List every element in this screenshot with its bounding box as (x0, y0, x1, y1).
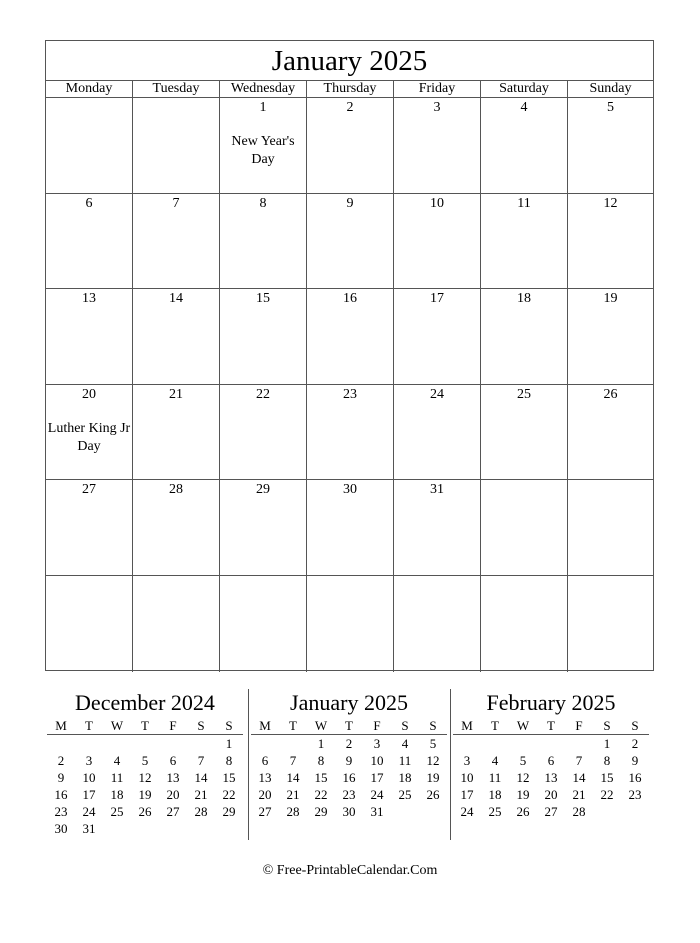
mini-calendar-divider (450, 689, 451, 840)
mini-day: 8 (225, 753, 233, 768)
mini-week-row (47, 752, 243, 769)
day-number (481, 577, 567, 595)
weekday-thursday: Thursday (307, 81, 394, 97)
mini-day: 15 (222, 770, 236, 785)
mini-day: 14 (194, 770, 208, 785)
day-cell (133, 98, 220, 193)
mini-week-row (47, 786, 243, 803)
mini-day (187, 820, 215, 837)
mini-day (251, 820, 279, 837)
mini-day: 25 (398, 787, 412, 802)
day-cell (307, 480, 394, 575)
day-cell (220, 576, 307, 672)
mini-week-row (453, 820, 649, 837)
mini-weekday: T (75, 717, 103, 735)
mini-weekday: M (453, 717, 481, 735)
day-cell (394, 98, 481, 193)
mini-day: 7 (289, 753, 297, 768)
mini-day: 22 (600, 787, 614, 802)
mini-day (453, 820, 481, 837)
day-number: 22 (256, 386, 270, 402)
day-cell (481, 576, 568, 672)
mini-calendar-previous (47, 689, 243, 837)
mini-weekday: S (593, 717, 621, 735)
mini-day: 13 (258, 770, 272, 785)
mini-day: 16 (628, 770, 642, 785)
day-number: 9 (346, 195, 354, 211)
mini-day: 24 (460, 804, 474, 819)
day-number: 3 (433, 100, 441, 115)
day-number: 27 (82, 482, 96, 498)
mini-weekday-row (453, 717, 649, 735)
mini-weekday: S (419, 717, 447, 735)
mini-calendar-title: February 2025 (486, 690, 616, 715)
day-number: 15 (256, 291, 270, 307)
day-number: 29 (256, 482, 270, 498)
week-row (46, 480, 653, 576)
mini-day: 18 (488, 787, 502, 802)
day-number: 23 (343, 386, 357, 402)
mini-day: 30 (54, 821, 68, 836)
mini-day: 27 (166, 804, 180, 819)
mini-day: 4 (113, 753, 121, 768)
mini-weekday: T (481, 717, 509, 735)
mini-day (335, 820, 363, 837)
day-cell (394, 194, 481, 289)
mini-weekday: W (509, 717, 537, 735)
mini-day (363, 820, 391, 837)
mini-day: 14 (286, 770, 300, 785)
mini-day: 26 (426, 787, 440, 802)
mini-day: 15 (314, 770, 328, 785)
day-number (133, 99, 219, 117)
day-cell (568, 480, 653, 575)
mini-day (159, 820, 187, 837)
day-number: 24 (430, 386, 444, 402)
mini-day: 2 (57, 753, 65, 768)
mini-day: 20 (166, 787, 180, 802)
mini-day: 17 (82, 787, 96, 802)
day-number (46, 99, 132, 117)
mini-day (131, 820, 159, 837)
mini-day (279, 735, 307, 753)
mini-day: 10 (82, 770, 96, 785)
day-cell (307, 289, 394, 384)
mini-day: 12 (138, 770, 152, 785)
day-cell (133, 194, 220, 289)
mini-day: 27 (544, 804, 558, 819)
mini-week-row (251, 735, 447, 753)
day-cell (307, 194, 394, 289)
mini-day: 12 (426, 753, 440, 768)
week-row (46, 576, 653, 672)
mini-weekday: M (251, 717, 279, 735)
mini-day (187, 735, 215, 753)
day-cell (220, 385, 307, 480)
mini-weekday: S (187, 717, 215, 735)
mini-day: 2 (631, 736, 639, 751)
mini-day: 24 (82, 804, 96, 819)
mini-day: 21 (286, 787, 300, 802)
mini-calendar-table (47, 717, 243, 837)
day-cell (394, 480, 481, 575)
day-cell (307, 98, 394, 193)
day-cell (394, 289, 481, 384)
day-number (568, 577, 653, 595)
day-number: 5 (607, 100, 614, 115)
mini-day: 20 (544, 787, 558, 802)
week-row (46, 289, 653, 385)
mini-day: 2 (345, 736, 353, 751)
day-cell (568, 385, 653, 480)
mini-day: 16 (342, 770, 356, 785)
mini-day (537, 735, 565, 753)
mini-weekday: F (363, 717, 391, 735)
day-cell (568, 98, 653, 193)
mini-day: 10 (460, 770, 474, 785)
day-number: 31 (430, 482, 444, 498)
day-cell (46, 576, 133, 672)
mini-day: 31 (370, 804, 384, 819)
weekday-tuesday: Tuesday (133, 81, 220, 97)
mini-day: 1 (225, 736, 233, 751)
mini-weekday: S (621, 717, 649, 735)
calendar-title: January 2025 (46, 41, 653, 81)
mini-day: 6 (261, 753, 269, 768)
mini-day: 25 (110, 804, 124, 819)
day-cell (133, 289, 220, 384)
mini-day: 26 (516, 804, 530, 819)
mini-day: 14 (572, 770, 586, 785)
mini-day (593, 803, 621, 820)
day-number (133, 577, 219, 595)
mini-weekday: S (391, 717, 419, 735)
mini-day: 28 (194, 804, 208, 819)
day-cell (481, 480, 568, 575)
mini-day: 28 (572, 804, 586, 819)
mini-day: 16 (54, 787, 68, 802)
mini-week-row (453, 803, 649, 820)
holiday-label: New Year's Day (231, 134, 295, 167)
mini-day: 29 (314, 804, 328, 819)
day-cell (46, 289, 133, 384)
day-cell (46, 98, 133, 193)
mini-day: 22 (222, 787, 236, 802)
mini-day: 9 (57, 770, 65, 785)
mini-day: 25 (488, 804, 502, 819)
mini-day: 12 (516, 770, 530, 785)
mini-day: 5 (429, 736, 437, 751)
day-cell (46, 480, 133, 575)
day-number: 13 (82, 291, 96, 307)
mini-day: 5 (519, 753, 527, 768)
mini-week-row (47, 769, 243, 786)
weekday-friday: Friday (394, 81, 481, 97)
mini-calendar-table (453, 717, 649, 837)
day-cell (133, 480, 220, 575)
mini-week-row (453, 769, 649, 786)
mini-day (215, 820, 243, 837)
mini-day (75, 735, 103, 753)
week-row (46, 98, 653, 194)
mini-day (419, 820, 447, 837)
mini-day: 19 (138, 787, 152, 802)
mini-day (509, 735, 537, 753)
day-cell (133, 576, 220, 672)
mini-day (251, 735, 279, 753)
day-number: 8 (259, 195, 267, 211)
mini-day: 23 (342, 787, 356, 802)
mini-day: 8 (317, 753, 325, 768)
footer-copyright: © Free-PrintableCalendar.Com (262, 863, 438, 878)
mini-day (131, 735, 159, 753)
mini-day: 17 (370, 770, 384, 785)
day-number: 1 (259, 100, 267, 115)
day-number (394, 577, 480, 595)
day-number (481, 481, 567, 499)
mini-week-row (251, 786, 447, 803)
mini-day: 20 (258, 787, 272, 802)
mini-day: 23 (54, 804, 68, 819)
mini-day: 6 (547, 753, 555, 768)
day-cell (220, 98, 307, 193)
main-calendar (45, 40, 654, 671)
day-cell (568, 289, 653, 384)
mini-day: 22 (314, 787, 328, 802)
day-cell (220, 289, 307, 384)
day-cell (307, 385, 394, 480)
weekday-saturday: Saturday (481, 81, 568, 97)
mini-day: 11 (488, 770, 502, 785)
day-number: 21 (169, 386, 183, 402)
day-cell (394, 576, 481, 672)
mini-day: 17 (460, 787, 474, 802)
day-cell (481, 289, 568, 384)
mini-day: 26 (138, 804, 152, 819)
mini-weekday: F (565, 717, 593, 735)
mini-week-row (453, 752, 649, 769)
day-number: 30 (343, 482, 357, 498)
mini-weekday: T (335, 717, 363, 735)
mini-day (481, 820, 509, 837)
mini-weekday-row (47, 717, 243, 735)
mini-day: 9 (631, 753, 639, 768)
mini-day: 29 (222, 804, 236, 819)
mini-day: 19 (516, 787, 530, 802)
mini-week-row (453, 735, 649, 753)
mini-day: 3 (373, 736, 381, 751)
day-number: 11 (517, 195, 531, 211)
day-cell (133, 385, 220, 480)
mini-day: 6 (169, 753, 177, 768)
mini-day: 18 (398, 770, 412, 785)
day-cell (220, 480, 307, 575)
day-number: 6 (85, 195, 93, 211)
week-row (46, 385, 653, 481)
mini-weekday-row (251, 717, 447, 735)
mini-day: 28 (286, 804, 300, 819)
mini-day: 15 (600, 770, 614, 785)
mini-week-row (251, 752, 447, 769)
mini-day: 8 (603, 753, 611, 768)
weekday-wednesday: Wednesday (220, 81, 307, 97)
mini-day: 21 (572, 787, 586, 802)
mini-week-row (251, 803, 447, 820)
mini-calendar-table (251, 717, 447, 837)
mini-day: 19 (426, 770, 440, 785)
day-cell (481, 98, 568, 193)
mini-day (593, 820, 621, 837)
mini-day (453, 735, 481, 753)
day-number (46, 577, 132, 595)
mini-calendar-title: December 2024 (75, 690, 215, 715)
mini-calendar-title: January 2025 (290, 690, 408, 715)
mini-week-row (47, 820, 243, 837)
mini-day: 7 (197, 753, 205, 768)
weekday-monday: Monday (46, 81, 133, 97)
mini-day: 5 (141, 753, 149, 768)
day-cell (46, 194, 133, 289)
day-number: 12 (603, 195, 618, 211)
mini-day: 3 (463, 753, 471, 768)
mini-weekday: T (131, 717, 159, 735)
mini-day (103, 820, 131, 837)
mini-day (47, 735, 75, 753)
mini-weekday: W (307, 717, 335, 735)
day-number: 2 (346, 100, 354, 115)
mini-day: 11 (398, 753, 412, 768)
week-row (46, 194, 653, 290)
day-number: 19 (603, 291, 618, 307)
mini-day (509, 820, 537, 837)
day-cell (568, 576, 653, 672)
weekday-sunday: Sunday (589, 81, 632, 96)
mini-weekday: T (279, 717, 307, 735)
day-number: 26 (603, 386, 618, 402)
day-number (220, 577, 306, 595)
mini-day (621, 803, 649, 820)
mini-day: 4 (491, 753, 499, 768)
mini-weekday: W (103, 717, 131, 735)
day-number (568, 481, 653, 499)
day-number: 20 (82, 386, 96, 402)
mini-day: 18 (110, 787, 124, 802)
mini-day: 13 (544, 770, 558, 785)
mini-day (159, 735, 187, 753)
mini-day (307, 820, 335, 837)
weekday-header-row (46, 81, 653, 98)
mini-calendar-current (251, 689, 447, 837)
mini-day (279, 820, 307, 837)
mini-day (537, 820, 565, 837)
mini-week-row (251, 769, 447, 786)
day-number: 14 (169, 291, 183, 307)
mini-day: 30 (342, 804, 356, 819)
day-cell (481, 194, 568, 289)
mini-day (621, 820, 649, 837)
mini-day: 9 (345, 753, 353, 768)
mini-weekday: T (537, 717, 565, 735)
mini-weekday: S (215, 717, 243, 735)
day-number: 10 (430, 195, 444, 211)
mini-day: 21 (194, 787, 208, 802)
day-cell (220, 194, 307, 289)
day-number: 25 (517, 386, 531, 402)
day-number: 28 (169, 482, 183, 498)
day-number (307, 577, 393, 595)
mini-weekday: M (47, 717, 75, 735)
mini-day: 10 (370, 753, 384, 768)
day-cell (394, 385, 481, 480)
day-number: 18 (517, 291, 531, 307)
mini-day: 31 (82, 821, 96, 836)
mini-day (565, 735, 593, 753)
mini-calendar-divider (248, 689, 249, 840)
day-cell (481, 385, 568, 480)
mini-calendar-next (453, 689, 649, 837)
mini-day: 1 (603, 736, 611, 751)
day-number: 17 (430, 291, 444, 307)
day-number: 4 (520, 100, 528, 115)
mini-day (103, 735, 131, 753)
mini-day: 1 (317, 736, 325, 751)
mini-day: 11 (110, 770, 124, 785)
mini-day: 4 (401, 736, 409, 751)
mini-day (419, 803, 447, 820)
mini-day: 23 (628, 787, 642, 802)
day-number: 7 (172, 195, 180, 211)
mini-day: 7 (575, 753, 583, 768)
mini-day: 24 (370, 787, 384, 802)
mini-day (391, 803, 419, 820)
mini-day (391, 820, 419, 837)
mini-weekday: F (159, 717, 187, 735)
mini-day: 27 (258, 804, 272, 819)
day-cell (307, 576, 394, 672)
mini-week-row (47, 803, 243, 820)
day-number: 16 (343, 291, 357, 307)
mini-week-row (47, 735, 243, 753)
mini-week-row (251, 820, 447, 837)
calendar-grid (46, 98, 653, 672)
mini-day (481, 735, 509, 753)
day-cell (568, 194, 653, 289)
day-cell (46, 385, 133, 480)
mini-day: 13 (166, 770, 180, 785)
mini-day: 3 (85, 753, 93, 768)
holiday-label: Luther King Jr Day (47, 420, 131, 454)
mini-day (565, 820, 593, 837)
mini-week-row (453, 786, 649, 803)
